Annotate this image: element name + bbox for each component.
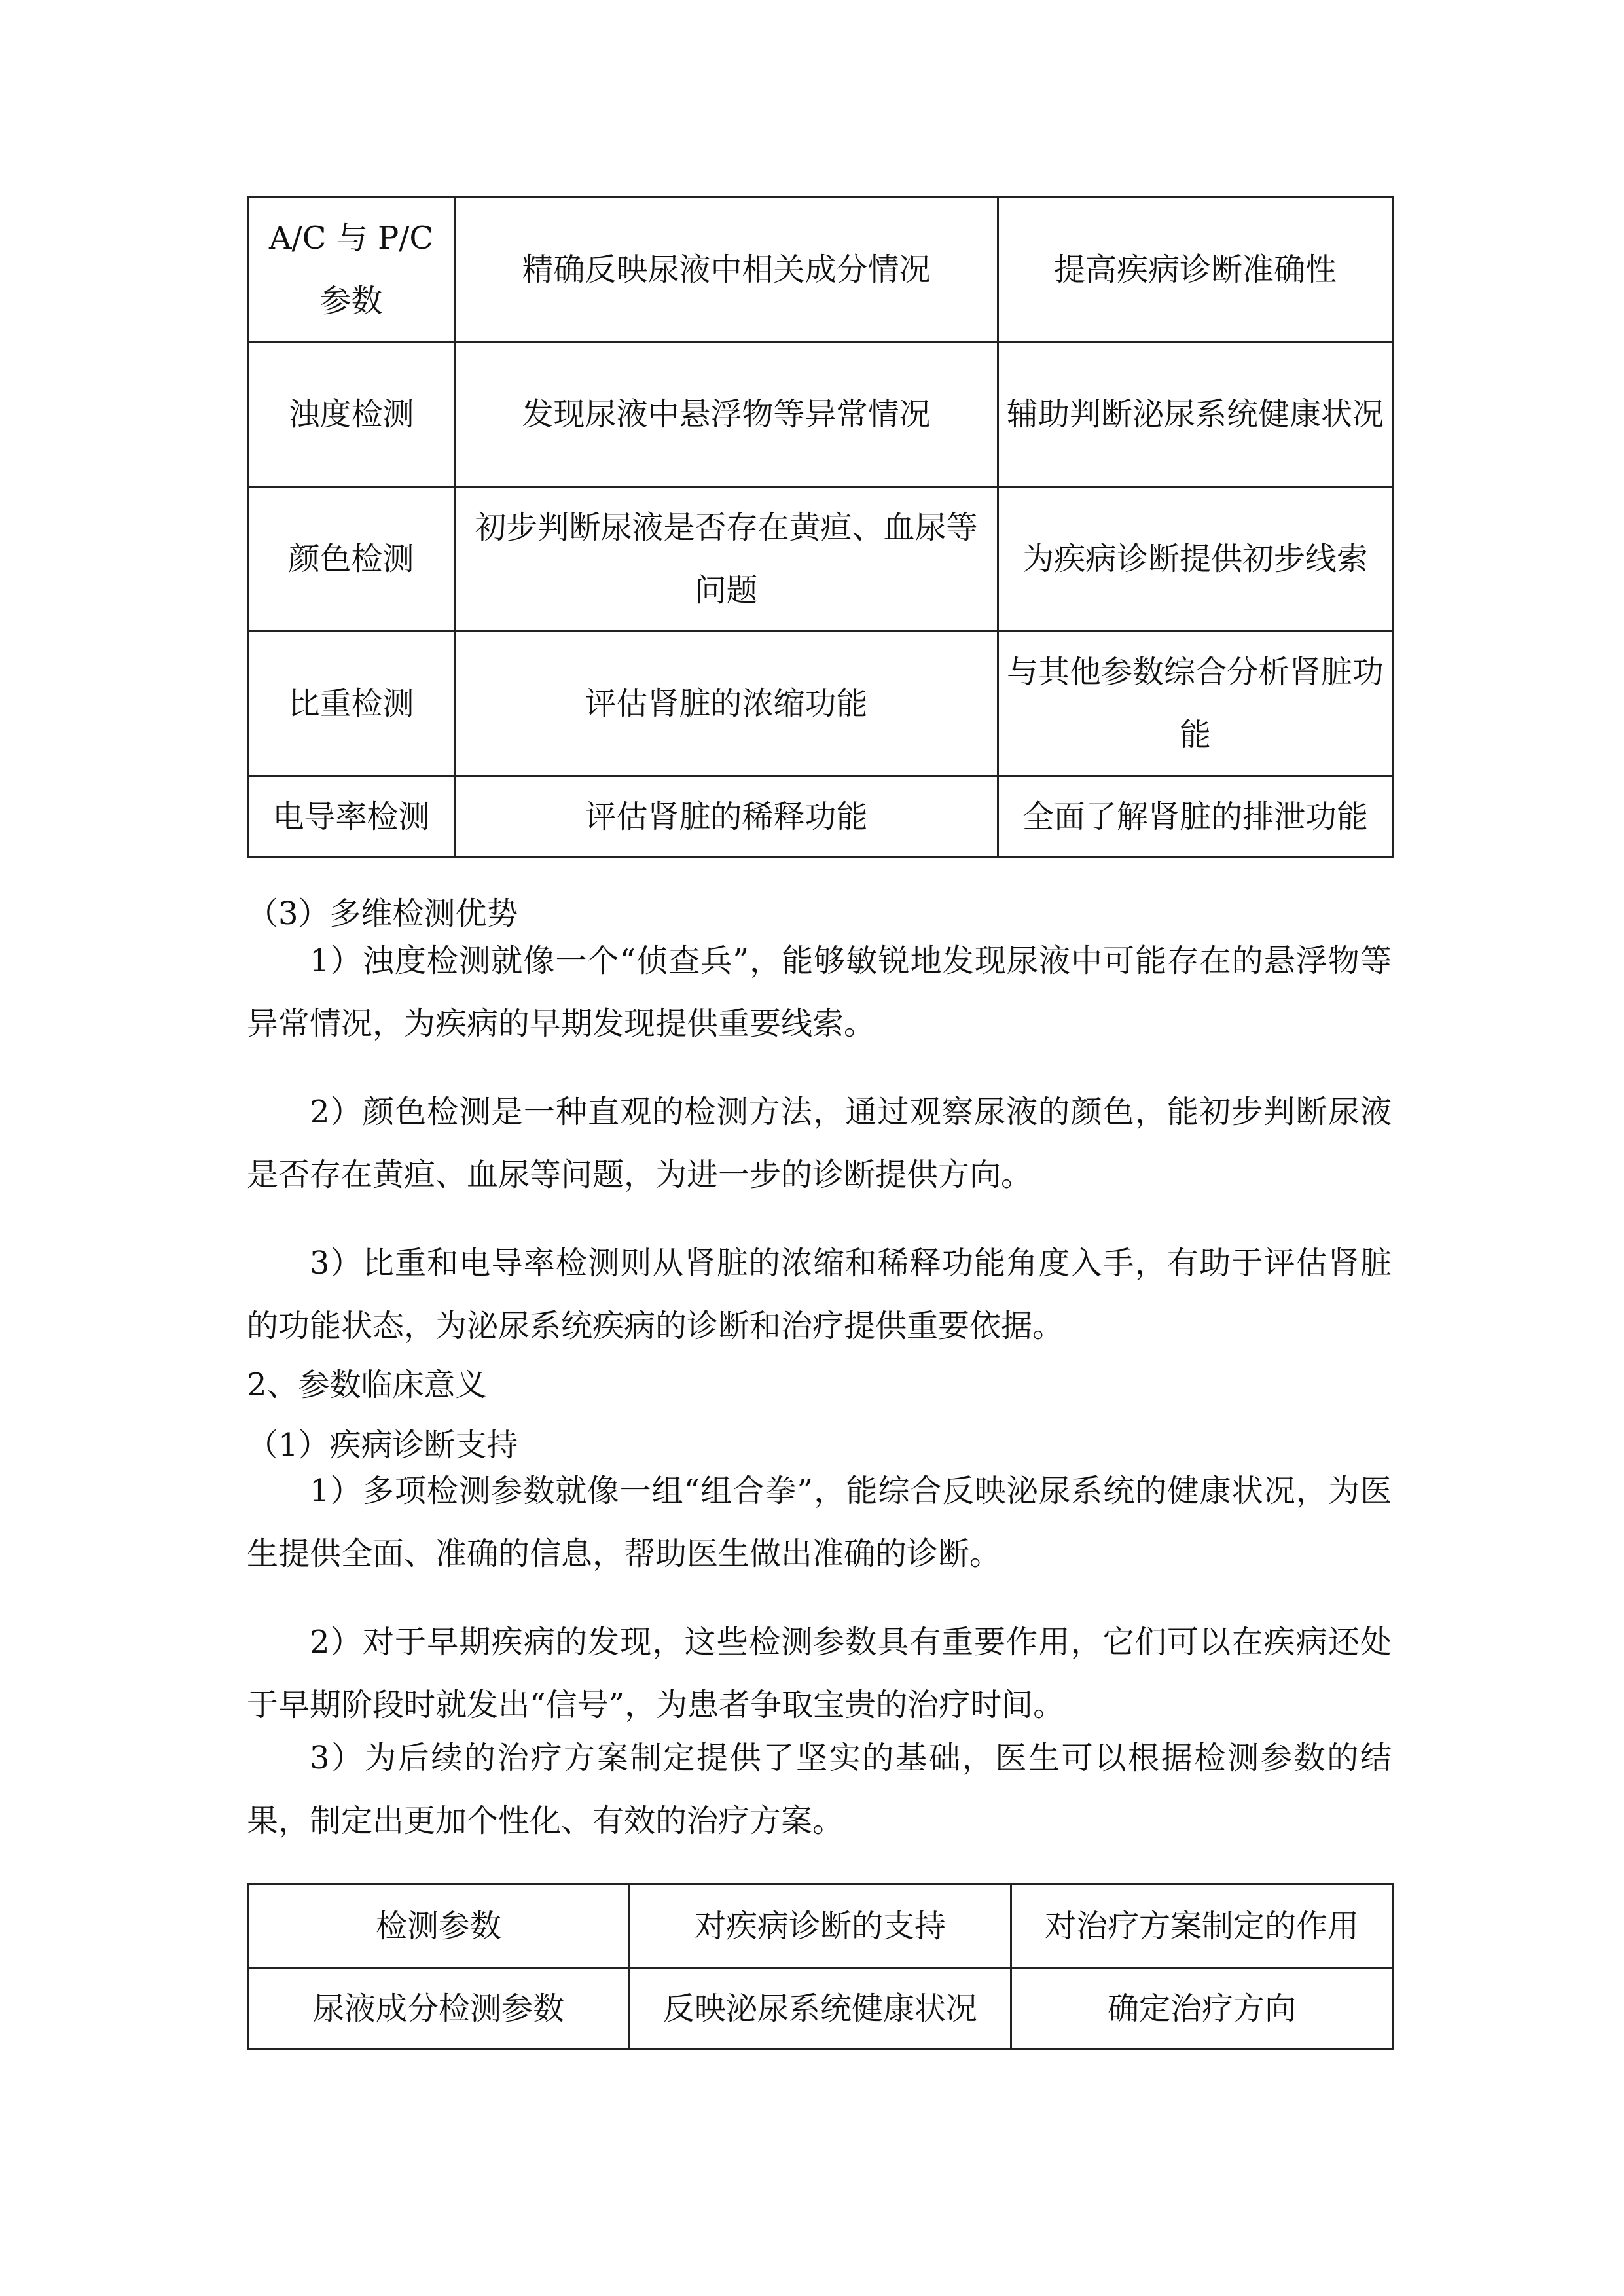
table-cell: 电导率检测	[248, 776, 455, 857]
table-row	[248, 1968, 1393, 2049]
table-cell: 颜色检测	[248, 487, 455, 632]
paragraph: 1）多项检测参数就像一组“组合拳”，能综合反映泌尿系统的健康状况，为医生提供全面、准确的信息，帮助医生做出准确的诊断。	[247, 1473, 1392, 1572]
table-header-cell: 对治疗方案制定的作用	[1011, 1884, 1393, 1968]
table-header-cell: 对疾病诊断的支持	[630, 1884, 1011, 1968]
table-row	[248, 198, 1393, 342]
table-cell: 与其他参数综合分析肾脏功能	[998, 632, 1393, 776]
table-cell: 确定治疗方向	[1011, 1968, 1393, 2049]
table-row	[248, 487, 1393, 632]
table-cell: 比重检测	[248, 632, 455, 776]
table-cell: 全面了解肾脏的排泄功能	[998, 776, 1393, 857]
table-cell: 发现尿液中悬浮物等异常情况	[455, 342, 998, 487]
table-cell: 反映泌尿系统健康状况	[630, 1968, 1011, 2049]
table-header-cell: 检测参数	[248, 1884, 630, 1968]
table-cell: 评估肾脏的浓缩功能	[455, 632, 998, 776]
table-cell: 提高疾病诊断准确性	[998, 198, 1393, 342]
table-row	[248, 342, 1393, 487]
paragraph: 2）颜色检测是一种直观的检测方法，通过观察尿液的颜色，能初步判断尿液是否存在黄疸、血尿等问题，为进一步的诊断提供方向。	[247, 1094, 1392, 1193]
table-cell: 为疾病诊断提供初步线索	[998, 487, 1393, 632]
paragraph: 1）浊度检测就像一个“侦查兵”，能够敏锐地发现尿液中可能存在的悬浮物等异常情况，为疾病的早期发现提供重要线索。	[247, 942, 1392, 1042]
table-cell: A/C 与 P/C 参数	[248, 198, 455, 342]
clinical-significance-table	[247, 1883, 1394, 2050]
section-heading: 2、参数临床意义	[247, 1367, 487, 1403]
table-cell: 评估肾脏的稀释功能	[455, 776, 998, 857]
table-cell: 初步判断尿液是否存在黄疸、血尿等问题	[455, 487, 998, 632]
parameter-function-table	[247, 196, 1394, 858]
section-heading: （3）多维检测优势	[247, 895, 518, 932]
paragraph: 3）为后续的治疗方案制定提供了坚实的基础，医生可以根据检测参数的结果，制定出更加个性化、有效的治疗方案。	[247, 1740, 1392, 1839]
table-cell: 浊度检测	[248, 342, 455, 487]
table-row	[248, 632, 1393, 776]
table-cell: 尿液成分检测参数	[248, 1968, 630, 2049]
table-cell: 辅助判断泌尿系统健康状况	[998, 342, 1393, 487]
table-header-row	[248, 1884, 1393, 1968]
section-heading: （1）疾病诊断支持	[247, 1427, 518, 1463]
table-cell: 精确反映尿液中相关成分情况	[455, 198, 998, 342]
paragraph: 3）比重和电导率检测则从肾脏的浓缩和稀释功能角度入手，有助于评估肾脏的功能状态，为泌尿系统疾病的诊断和治疗提供重要依据。	[247, 1245, 1392, 1344]
table-row	[248, 776, 1393, 857]
paragraph: 2）对于早期疾病的发现，这些检测参数具有重要作用，它们可以在疾病还处于早期阶段时就发出“信号”，为患者争取宝贵的治疗时间。	[247, 1624, 1392, 1723]
